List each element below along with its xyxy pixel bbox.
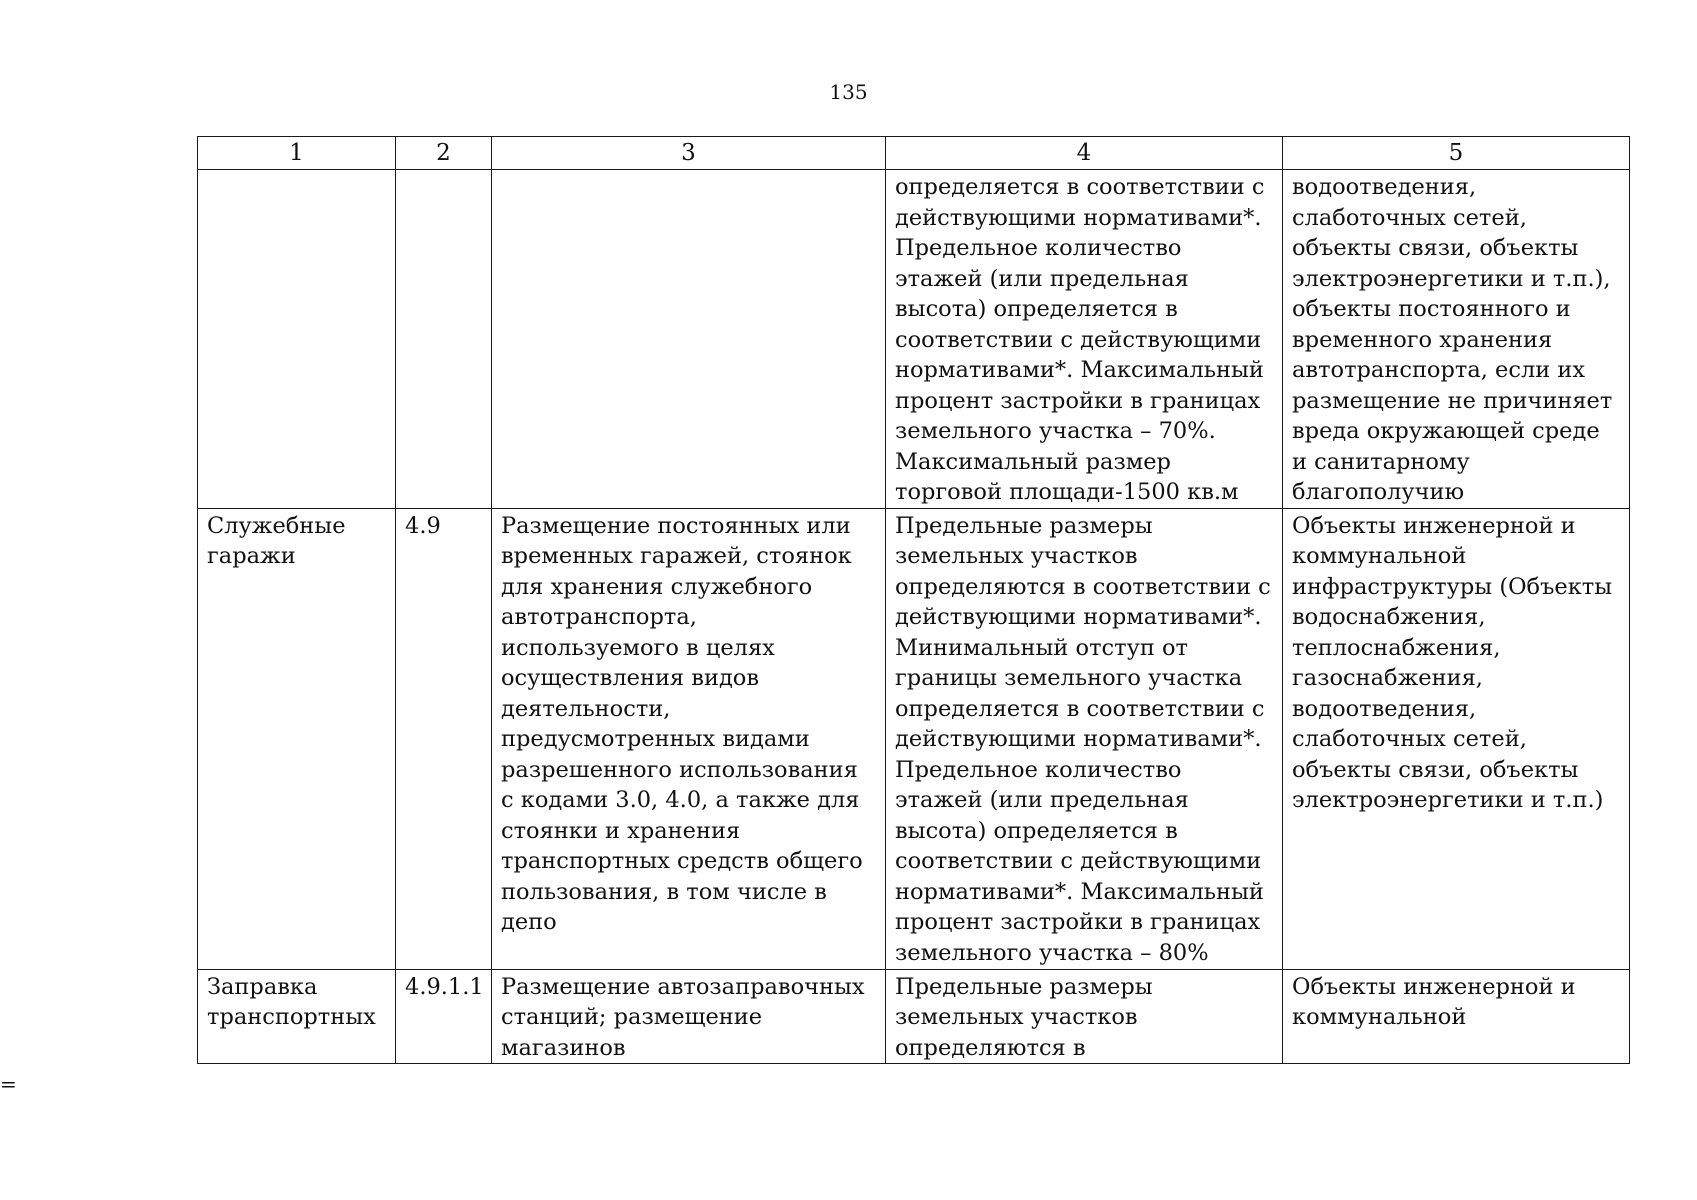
parameters-cell: Предельные размеры земельных участков определяются в соответствии с действующими нормативами*. Минимальный отступ от границы земельного участка определяется в соответствии с действующими нормативами*. Предельное количество этажей (или предельная высота) определяется в соответствии с действующими нормативами*. Максимальный процент застройки в границах земельного участка – 80% xyxy=(886,508,1283,969)
table-row xyxy=(198,170,1630,509)
header-col-5: 5 xyxy=(1283,137,1630,170)
auxiliary-uses-cell: водоотведения, слаботочных сетей, объекты связи, объекты электроэнергетики и т.п.), объекты постоянного и временного хранения автотранспорта, если их размещение не причиняет вреда окружающей среде и санитарному благополучию xyxy=(1283,170,1630,509)
auxiliary-uses-cell: Объекты инженерной и коммунальной инфраструктуры (Объекты водоснабжения, теплоснабжения, газоснабжения, водоотведения, слаботочных сетей, объекты связи, объекты электроэнергетики и т.п.) xyxy=(1283,508,1630,969)
use-code-cell xyxy=(396,170,492,509)
use-description-cell: Размещение постоянных или временных гаражей, стоянок для хранения служебного автотранспорта, используемого в целях осуществления видов деятельности, предусмотренных видами разрешенного использования с кодами 3.0, 4.0, а также для стоянки и хранения транспортных средств общего пользования, в том числе в депо xyxy=(492,508,886,969)
use-description-cell: Размещение автозаправочных станций; размещение магазинов xyxy=(492,969,886,1064)
zoning-table xyxy=(197,136,1630,1064)
header-col-3: 3 xyxy=(492,137,886,170)
header-col-2: 2 xyxy=(396,137,492,170)
use-code-cell: 4.9.1.1 xyxy=(396,969,492,1064)
use-name-cell: Заправка транспортных xyxy=(198,969,396,1064)
parameters-cell: Предельные размеры земельных участков определяются в xyxy=(886,969,1283,1064)
header-row xyxy=(198,137,1630,170)
parameters-cell: определяется в соответствии с действующими нормативами*. Предельное количество этажей (или предельная высота) определяется в соответствии с действующими нормативами*. Максимальный процент застройки в границах земельного участка – 70%. Максимальный размер торговой площади-1500 кв.м xyxy=(886,170,1283,509)
use-code-cell: 4.9 xyxy=(396,508,492,969)
use-name-cell: Служебные гаражи xyxy=(198,508,396,969)
use-description-cell xyxy=(492,170,886,509)
auxiliary-uses-cell: Объекты инженерной и коммунальной xyxy=(1283,969,1630,1064)
use-name-cell xyxy=(198,170,396,509)
header-col-1: 1 xyxy=(198,137,396,170)
header-col-4: 4 xyxy=(886,137,1283,170)
page-number: 135 xyxy=(829,80,868,104)
margin-mark: = xyxy=(0,1072,17,1096)
table-row xyxy=(198,508,1630,969)
table-row xyxy=(198,969,1630,1064)
